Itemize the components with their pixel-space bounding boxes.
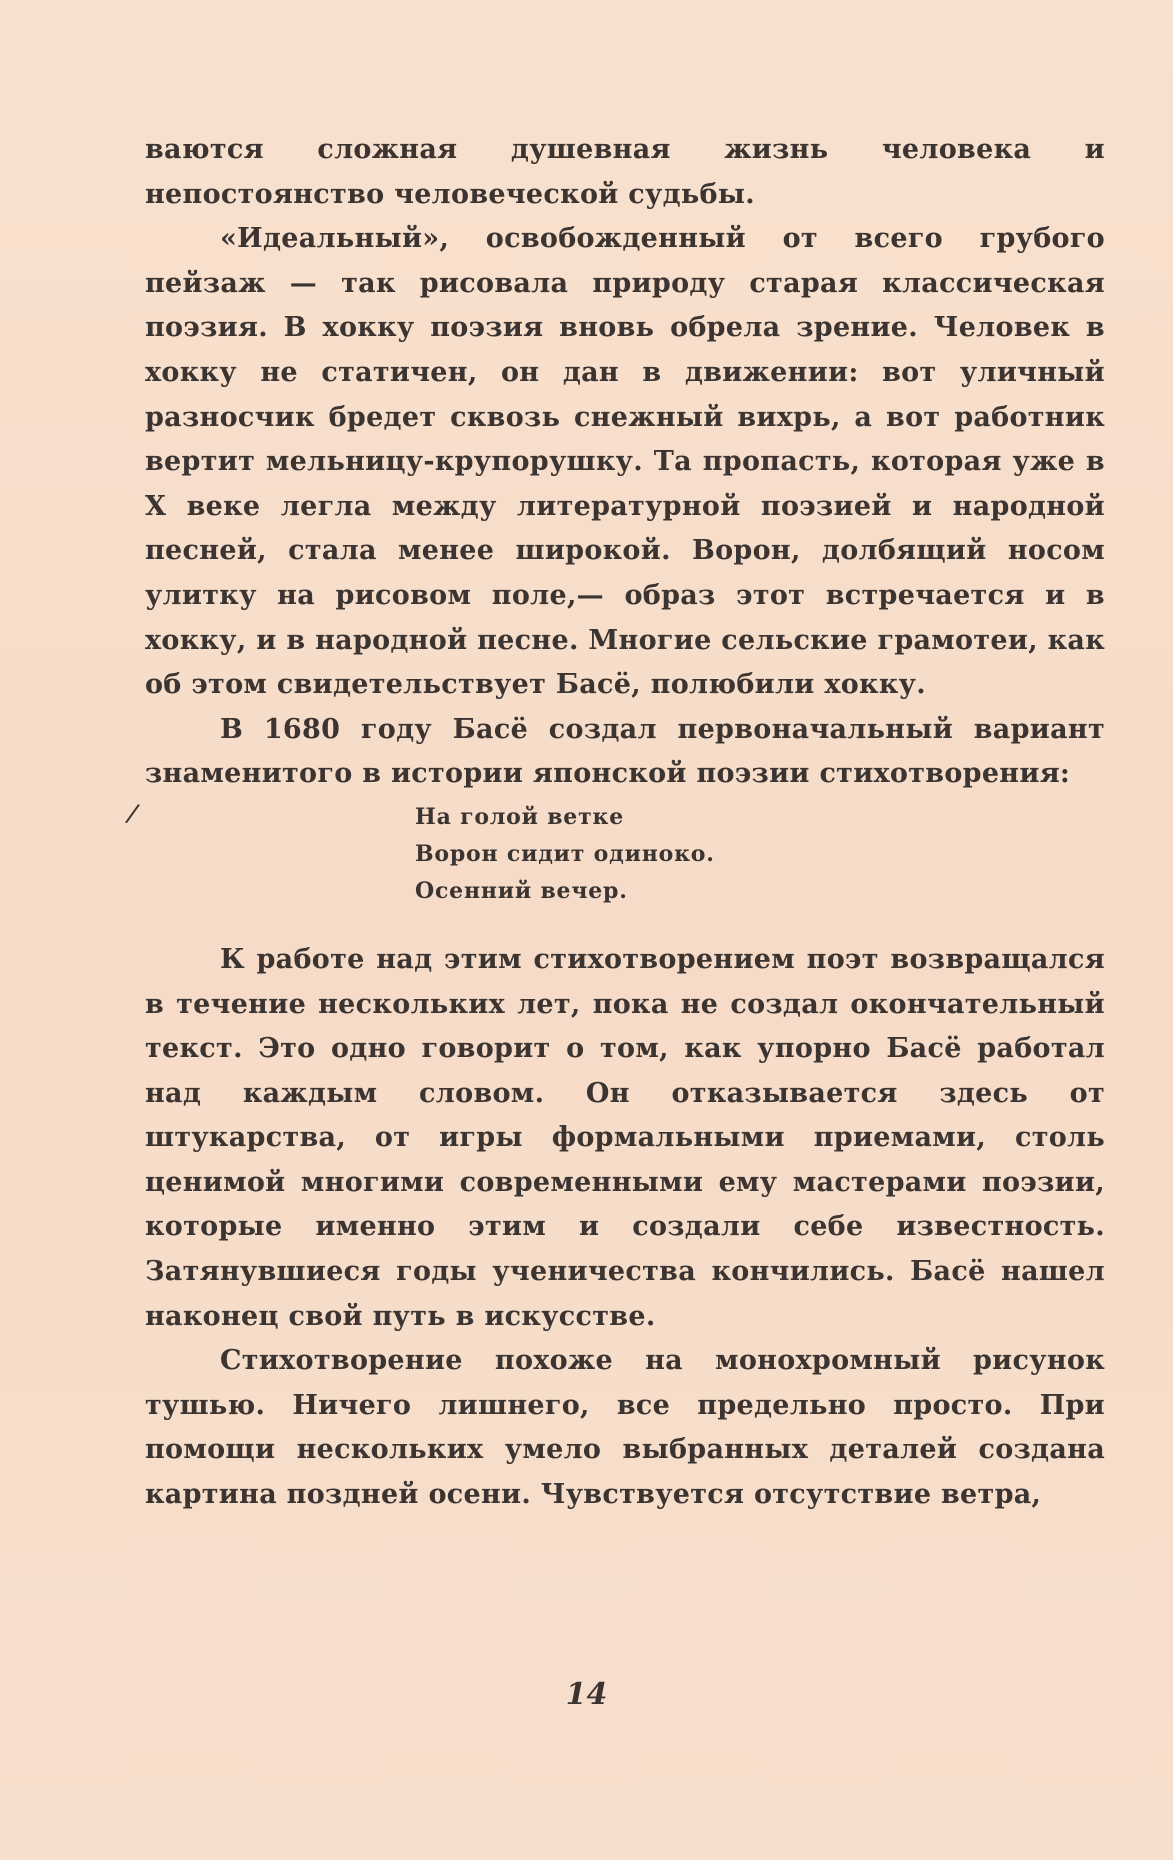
pencil-mark-icon: / [123,798,142,830]
page-body [145,128,1105,1518]
poem-line-3: Осенний вечер. [415,877,628,904]
paragraph-monochrome: Стихотворение похоже на монохромный рисунок тушью. Ничего лишнего, все предельно просто. При помощи нескольких умело выбранных деталей создана картина поздней осени. Чувствуется отсутствие ветра, [145,1345,1105,1511]
paragraph-poem-intro: В 1680 году Басё создал первоначальный вариант знаменитого в истории японской поэзии стихотворения: [145,713,1105,790]
poem-line-1: На голой ветке [415,803,625,830]
paragraph-ideal-landscape: «Идеальный», освобожденный от всего грубого пейзаж — так рисовала природу старая классическая поэзия. В хокку поэзия вновь обрела зрение. Человек в хокку не статичен, он дан в движении: вот уличный разносчик бредет сквозь снежный вихрь, а вот работник вертит мельницу-крупорушку. Та пропасть, которая уже в X веке легла между литературной поэзией и народной песней, стала менее широкой. Ворон, долбящий носом улитку на рисовом поле,— образ этот встречается и в хокку, и в народной песне. Многие сельские грамотеи, как об этом свидетельствует Басё, полюбили хокку. [145,223,1105,701]
paragraph-continuation: ваются сложная душевная жизнь человека и непостоянство человеческой судьбы. [145,134,1105,210]
page-number: 14 [565,1677,608,1712]
poem-block [415,799,1105,910]
paragraph-work-on-poem: К работе над этим стихотворением поэт возвращался в течение нескольких лет, пока не создал окончательный текст. Это одно говорит о том, как упорно Басё работал над каждым словом. Он отказывается здесь от штукарства, от игры формальными приемами, столь ценимой многими современными ему мастерами поэзии, которые именно этим и создали себе известность. Затянувшиеся годы ученичества кончились. Басё нашел наконец свой путь в искусстве. [145,943,1105,1332]
poem-line-2: Ворон сидит одиноко. [415,840,715,867]
